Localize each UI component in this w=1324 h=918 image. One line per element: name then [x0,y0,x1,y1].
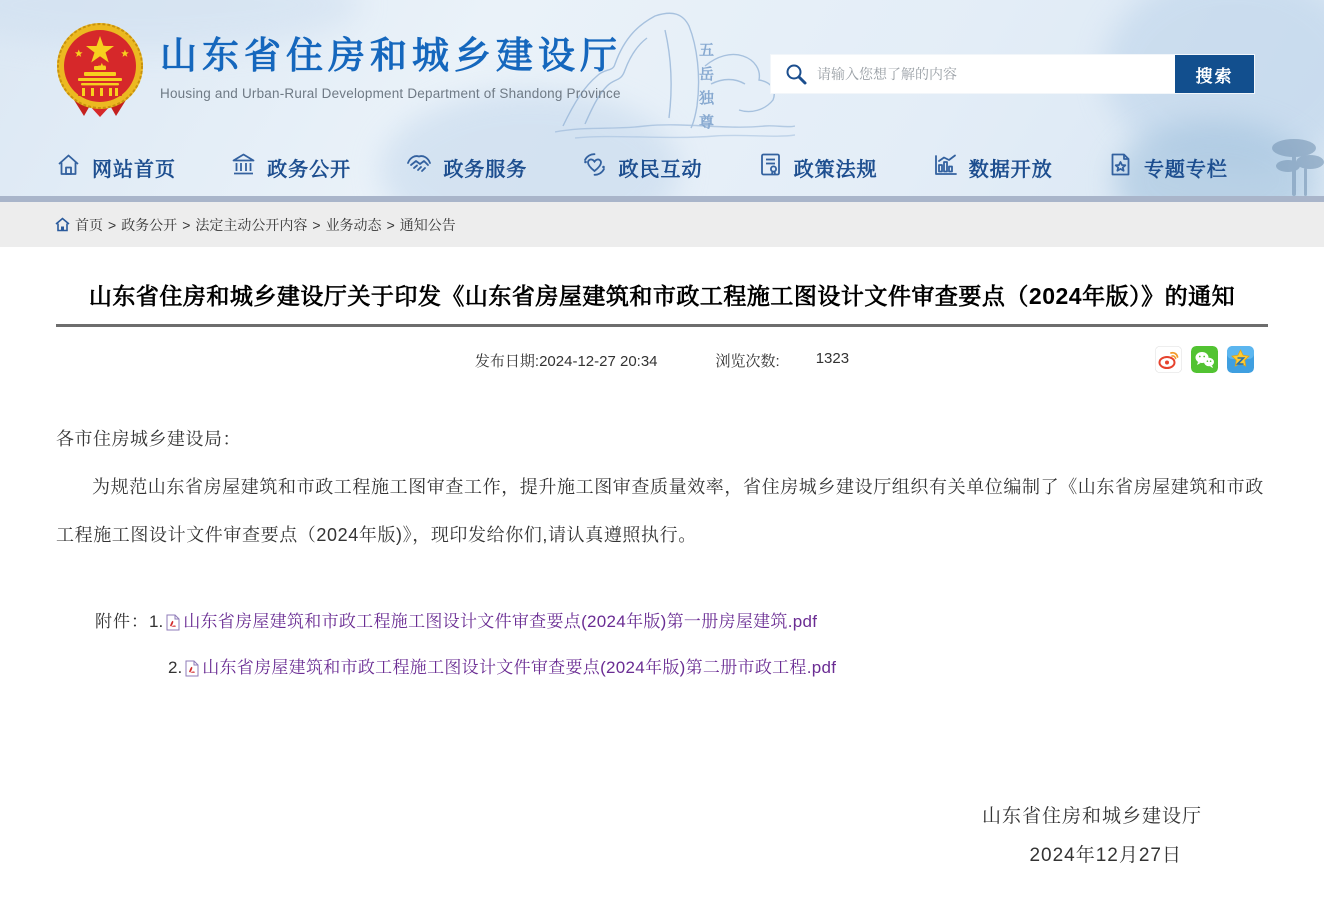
breadcrumb [0,202,1324,247]
weibo-share-icon[interactable] [1155,346,1182,373]
pdf-file-icon [165,614,181,631]
breadcrumb-item-statutory[interactable]: 法定主动公开内容 [195,216,308,233]
attachment-link-volume2[interactable]: 山东省房屋建筑和市政工程施工图设计文件审查要点(2024年版)第二册市政工程.pdf [202,658,837,677]
nav-item-policies[interactable]: 政策法规 [757,151,878,183]
breadcrumb-separator: > [108,216,117,233]
qzone-share-icon[interactable] [1227,346,1254,373]
attachment-number: 1. [149,612,164,631]
signature-date: 2024年12月27日 [1029,845,1182,866]
nav-item-gov-services[interactable]: 政务服务 [405,151,527,183]
site-header [0,0,1324,196]
breadcrumb-bar [0,202,1324,247]
salutation: 各市住房城乡建设局： [56,429,241,449]
views-label: 浏览次数: [715,353,780,370]
nav-item-public-interaction[interactable]: 政民互动 [581,151,702,183]
article-title: 山东省住房和城乡建设厅关于印发《山东省房屋建筑和市政工程施工图设计文件审查要点（2024年版）》的通知 [88,283,1236,309]
breadcrumb-separator: > [182,216,191,233]
nav-item-open-data[interactable]: 数据开放 [932,151,1053,183]
title-divider [56,324,1268,327]
attachments-section [56,599,1268,691]
breadcrumb-item-home[interactable]: 首页 [75,216,103,233]
site-title: 山东省住房和城乡建设厅 [160,35,622,76]
nav-item-home[interactable]: 网站首页 [55,151,176,183]
signature-department: 山东省住房和城乡建设厅 [981,806,1202,827]
star-doc-icon [1107,151,1134,183]
breadcrumb-separator: > [386,216,395,233]
breadcrumb-item-disclosure[interactable]: 政务公开 [121,216,178,233]
site-subtitle: Housing and Urban-Rural Development Department of Shandong Province [160,86,621,101]
search-button[interactable]: 搜索 [1175,55,1254,93]
views-count: 1323 [815,350,850,367]
wechat-share-icon[interactable] [1191,346,1218,373]
article-content [0,277,1324,867]
handshake-icon [405,151,433,183]
attachment-link-volume1[interactable]: 山东省房屋建筑和市政工程施工图设计文件审查要点(2024年版)第一册房屋建筑.pdf [183,612,818,631]
breadcrumb-item-notices[interactable]: 通知公告 [399,216,456,233]
national-emblem-logo [54,22,146,118]
attachment-number: 2. [168,658,183,677]
home-icon [55,151,82,183]
article-meta [56,345,1268,375]
publish-date: 发布日期:2024-12-27 20:34 [474,353,658,370]
signature-block [56,801,1268,867]
search-icon [784,62,808,86]
heart-circle-icon [581,151,608,183]
nav-item-gov-disclosure[interactable]: 政务公开 [230,151,351,183]
breadcrumb-item-business-news[interactable]: 业务动态 [325,216,382,233]
nav-item-special-columns[interactable]: 专题专栏 [1107,151,1228,183]
pdf-file-icon [184,660,200,677]
main-nav [0,138,1324,196]
breadcrumb-home-icon [55,217,70,232]
body-paragraph: 为规范山东省房屋建筑和市政工程施工图审查工作，提升施工图审查质量效率，省住房城乡建设厅组织有关单位编制了《山东省房屋建筑和市政工程施工图设计文件审查要点（2024年版)》，现印发给你们,请认真遵照执行。 [56,477,1264,545]
search-input[interactable] [771,55,1175,93]
breadcrumb-separator: > [312,216,321,233]
share-buttons [1155,346,1254,373]
chart-icon [932,151,959,183]
bank-icon [230,151,257,183]
attachments-label: 附件： [95,612,149,631]
mountain-inscription: 五岳独尊 [697,42,714,138]
search-box [771,55,1254,93]
policy-doc-icon [757,151,784,183]
